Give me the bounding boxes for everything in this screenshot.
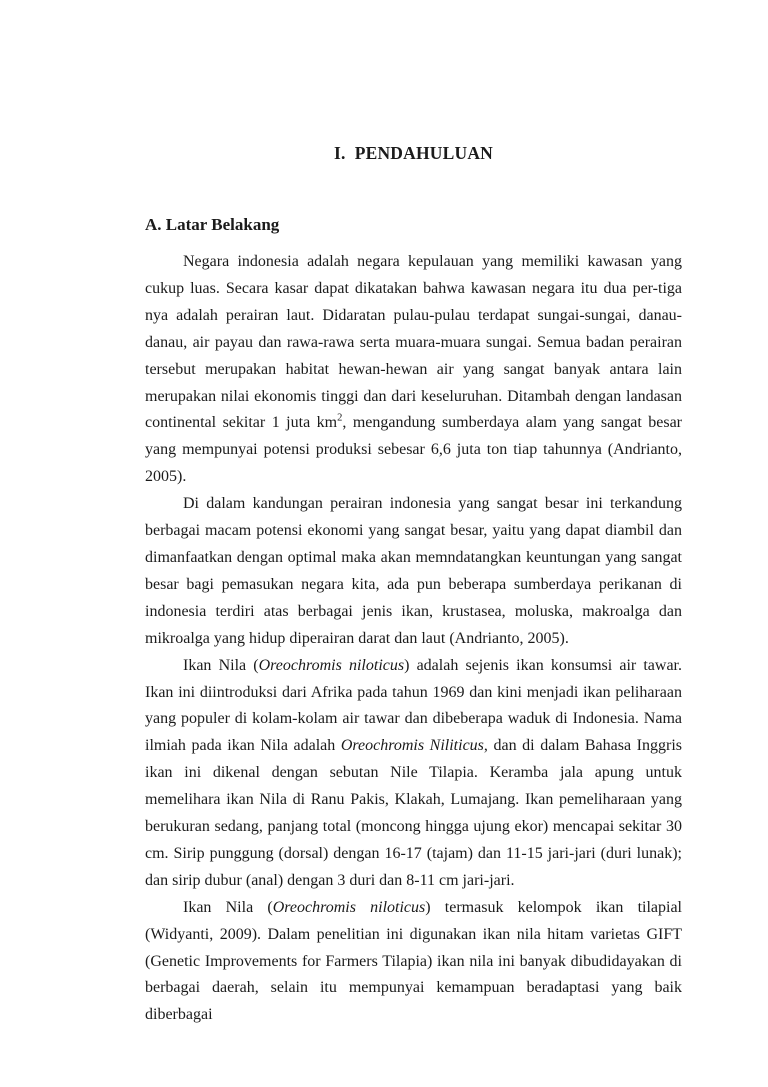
page-title: I. PENDAHULUAN [333,143,494,163]
body-text [145,249,682,1029]
paragraph: Negara indonesia adalah negara kepulauan yang memiliki kawasan yang cukup luas. Secara kasar dapat dikatakan bahwa kawasan negara itu dua per-tiga nya adalah perairan laut. Didaratan pulau-pulau terdapat sungai-sungai, danau-danau, air payau dan rawa-rawa serta muara-muara sungai. Semua badan perairan tersebut merupakan habitat hewan-hewan air yang sangat banyak antara lain merupakan nilai ekonomis tinggi dan dari keseluruhan. Ditambah dengan landasan continental sekitar 1 juta $km^2$, mengandung sumberdaya alam yang sangat besar yang mempunyai potensi produksi sebesar 6,6 juta ton tiap tahunnya (Andrianto, 2005). [145,253,683,486]
section-heading: A. Latar Belakang [145,215,280,234]
paragraph: Di dalam kandungan perairan indonesia yang sangat besar ini terkandung berbagai macam potensi ekonomi yang sangat besar, yaitu yang dapat diambil dan dimanfaatkan dengan optimal maka akan memndatangkan keuntungan yang sangat besar bagi pemasukan negara kita, ada pun beberapa sumberdaya perikanan di indonesia terdiri atas berbagai jenis ikan, krustasea, moluska, makroalga dan mikroalga yang hidup diperairan darat dan laut (Andrianto, 2005). [145,495,682,647]
paragraph: Ikan Nila (Oreochromis niloticus) termasuk kelompok ikan tilapial (Widyanti, 2009). Dalam penelitian ini digunakan ikan nila hitam varietas GIFT (Genetic Improvements for Farmers Tilapia) ikan nila ini banyak dibudidayakan di berbagai daerah, selain itu mempunyai kemampuan beradaptasi yang baik diberbagai [145,898,682,1024]
paragraph: Ikan Nila (Oreochromis niloticus) adalah sejenis ikan konsumsi air tawar. Ikan ini diintroduksi dari Afrika pada tahun 1969 dan kini menjadi ikan peliharaan yang populer di kolam-kolam air tawar dan dibeberapa waduk di Indonesia. Nama ilmiah pada ikan Nila adalah Oreochromis Niliticus, dan di dalam Bahasa Inggris ikan ini dikenal dengan sebutan Nile Tilapia. Keramba jala apung untuk memelihara ikan Nila di Ranu Pakis, Klakah, Lumajang. Ikan pemeliharaan yang berukuran sedang, panjang total (moncong hingga ujung ekor) mencapai sekitar 30 cm. Sirip punggung (dorsal) dengan 16-17 (tajam) dan 11-15 jari-jari (duri lunak); dan sirip dubur (anal) dengan 3 duri dan 8-11 cm jari-jari. [145,656,683,889]
